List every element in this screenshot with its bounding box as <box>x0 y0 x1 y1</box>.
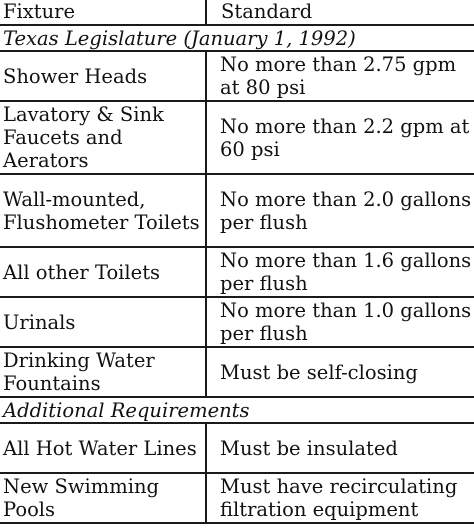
fixture-cell: All other Toilets <box>0 247 206 297</box>
standard-line: per flush <box>220 272 308 295</box>
fixture-cell: Drinking Water Fountains <box>0 347 206 397</box>
standard-cell <box>206 473 474 523</box>
standard-line: No more than 1.6 gallons <box>220 249 472 272</box>
table-row <box>0 174 474 247</box>
table-row <box>0 101 474 174</box>
standard-cell <box>206 174 474 247</box>
standard-line: 60 psi <box>220 137 280 161</box>
standard-cell <box>206 423 474 473</box>
table-row <box>0 473 474 523</box>
standard-line: No more than 2.0 gallons <box>220 187 472 211</box>
standard-cell <box>206 247 474 297</box>
table-row <box>0 347 474 397</box>
fixture-cell: All Hot Water Lines <box>0 423 206 473</box>
fixture-column-header: Fixture <box>0 0 206 25</box>
standard-line: filtration equipment <box>220 498 419 521</box>
fixture-cell: Shower Heads <box>0 51 206 101</box>
table-row <box>0 423 474 473</box>
section-title: Texas Legislature (January 1, 1992) <box>0 25 474 51</box>
table-row <box>0 247 474 297</box>
fixture-cell: Wall-mounted, Flushometer Toilets <box>0 174 206 247</box>
header-row <box>0 0 474 25</box>
fixture-cell: Lavatory & Sink Faucets and Aerators <box>0 101 206 174</box>
fixture-cell: Urinals <box>0 297 206 347</box>
standard-column-header: Standard <box>206 0 474 25</box>
standard-line: No more than 1.0 gallons <box>220 299 472 322</box>
section-row <box>0 25 474 51</box>
standard-line: No more than 2.75 gpm <box>220 53 457 76</box>
table-row <box>0 51 474 101</box>
standard-line: per flush <box>220 210 308 234</box>
table-row <box>0 297 474 347</box>
standard-cell <box>206 101 474 174</box>
standard-cell <box>206 297 474 347</box>
standard-cell <box>206 347 474 397</box>
section-title: Additional Requirements <box>0 397 474 423</box>
standard-line: per flush <box>220 322 308 345</box>
standard-line: at 80 psi <box>220 76 306 99</box>
standard-line: No more than 2.2 gpm at <box>220 114 470 138</box>
standard-cell <box>206 51 474 101</box>
standard-line: Must be self-closing <box>220 360 418 384</box>
standard-line: Must have recirculating <box>220 475 458 498</box>
standard-line: Must be insulated <box>220 436 398 460</box>
fixture-cell: New Swimming Pools <box>0 473 206 523</box>
section-row <box>0 397 474 423</box>
